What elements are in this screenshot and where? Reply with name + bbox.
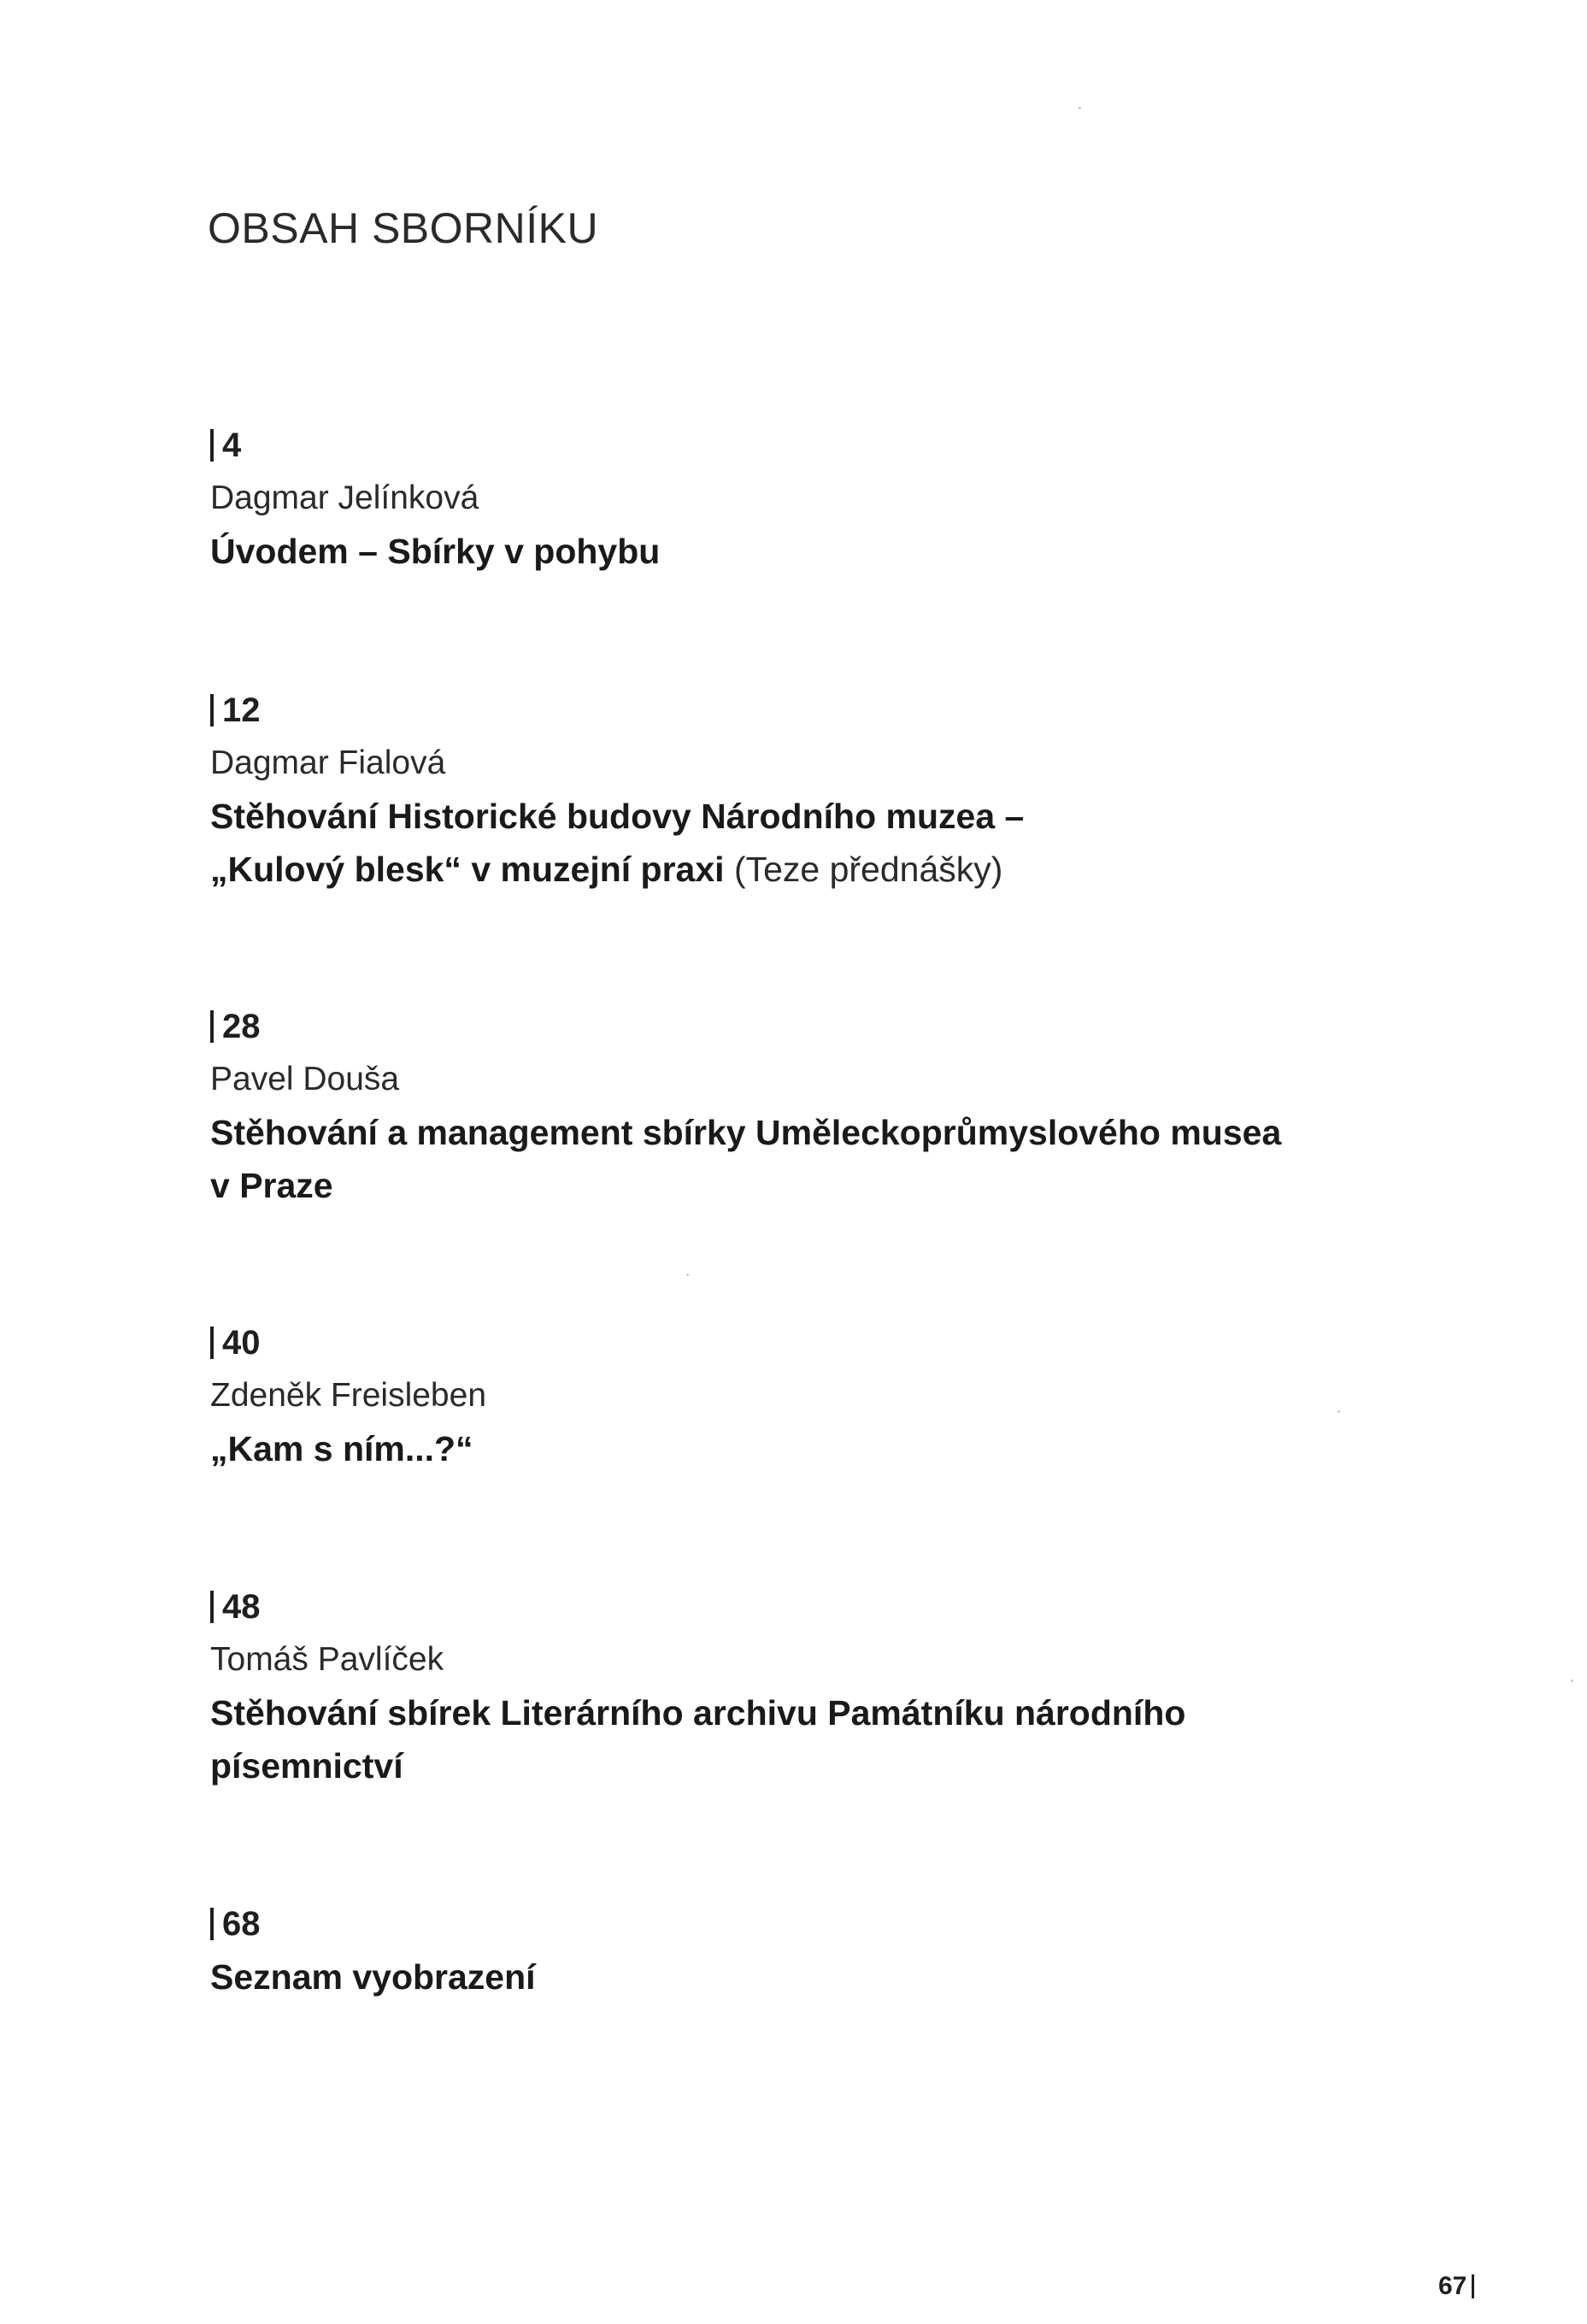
page-number-text: 4: [222, 427, 242, 464]
entry-title: [210, 790, 1449, 896]
toc-entry: [210, 1580, 1449, 1792]
page-marker-bar: [210, 429, 214, 462]
entry-page-number: [210, 419, 1449, 472]
entry-page-number: [210, 1316, 1449, 1369]
entry-title-line: Seznam vyobrazení: [210, 1957, 536, 1997]
folio-bar: [1472, 2274, 1474, 2298]
entry-title-line: „Kam s ním...?“: [210, 1429, 473, 1468]
toc-entry: [210, 419, 1449, 578]
toc-entry: [210, 1897, 1449, 2003]
page-marker-bar: [210, 694, 214, 727]
page-marker-bar: [210, 1908, 214, 1940]
page-marker-bar: [210, 1591, 214, 1623]
entry-title-line: Stěhování a management sbírky Uměleckoprůmyslového musea: [210, 1113, 1282, 1152]
entry-title-line: „Kulový blesk“ v muzejní praxi: [210, 850, 725, 889]
entry-author: Zdeněk Freisleben: [210, 1377, 487, 1414]
entry-title-line: v Praze: [210, 1166, 333, 1205]
page-marker-bar: [210, 1327, 214, 1359]
scan-speck: [1337, 1410, 1340, 1413]
toc-entry: [210, 1000, 1449, 1212]
entry-title: [210, 525, 1449, 578]
page-number-text: 48: [222, 1588, 261, 1626]
entry-author: Pavel Douša: [210, 1061, 400, 1097]
entry-author: Dagmar Jelínková: [210, 480, 479, 516]
entry-title-line: Stěhování Historické budovy Národního muzea –: [210, 797, 1025, 836]
scan-speck: [1079, 107, 1081, 109]
scan-speck: [1571, 1680, 1573, 1682]
page-marker-bar: [210, 1010, 214, 1043]
entry-title: [210, 1950, 1449, 2003]
entry-title: [210, 1106, 1449, 1212]
toc-entry: [210, 684, 1449, 896]
entry-title-line: Úvodem – Sbírky v pohybu: [210, 532, 661, 571]
page-number-text: 40: [222, 1324, 261, 1362]
entry-author: Dagmar Fialová: [210, 744, 446, 781]
entry-title: [210, 1686, 1449, 1792]
page-number-text: 28: [222, 1008, 261, 1045]
toc-entry: [210, 1316, 1449, 1475]
entry-page-number: [210, 1000, 1449, 1053]
page-heading: OBSAH SBORNÍKU: [208, 204, 599, 252]
page-folio: [1438, 2272, 1474, 2301]
entry-title: [210, 1422, 1449, 1475]
entry-title-line: písemnictví: [210, 1746, 403, 1786]
page-number-text: 12: [222, 691, 261, 729]
entry-page-number: [210, 1580, 1449, 1633]
scan-speck: [686, 1274, 689, 1276]
entry-author: Tomáš Pavlíček: [210, 1641, 444, 1678]
entry-page-number: [210, 1897, 1449, 1950]
entry-page-number: [210, 684, 1449, 737]
folio-number: 67: [1438, 2272, 1467, 2300]
entry-title-note: (Teze přednášky): [733, 850, 1003, 889]
entry-title-line: Stěhování sbírek Literárního archivu Památníku národního: [210, 1693, 1186, 1733]
page-number-text: 68: [222, 1905, 261, 1943]
